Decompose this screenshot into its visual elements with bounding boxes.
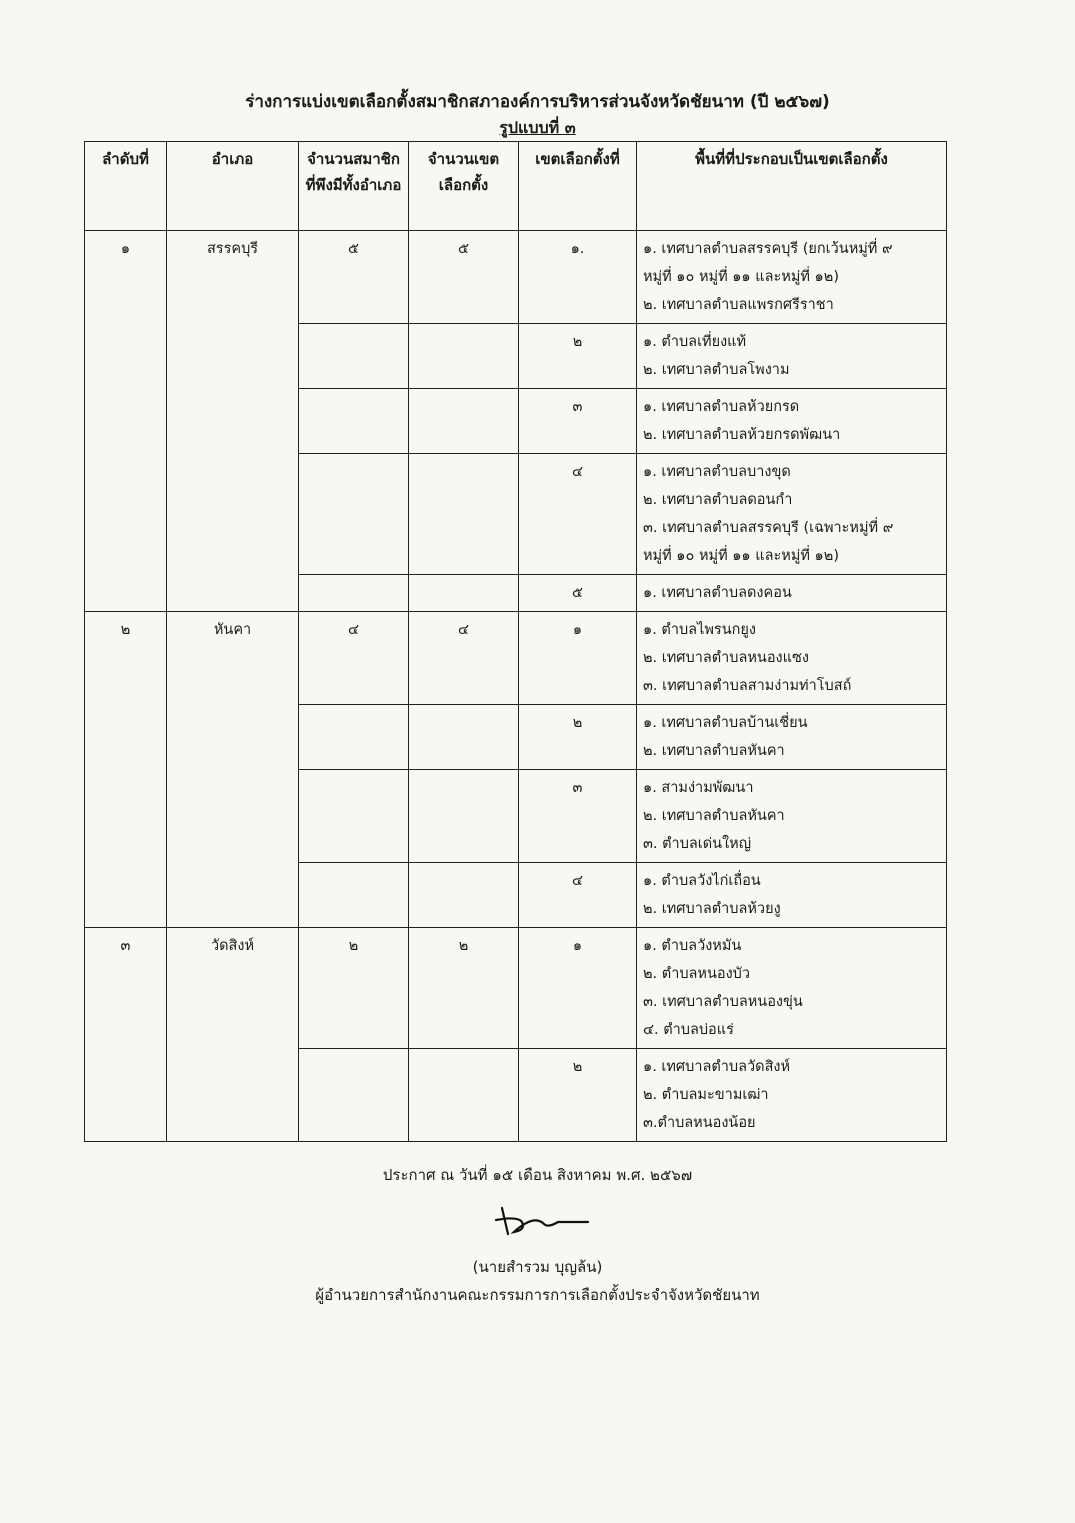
area-line: หมู่ที่ ๑๐ หมู่ที่ ๑๑ และหมู่ที่ ๑๒) <box>643 269 839 285</box>
table-row <box>85 231 947 324</box>
members-cell-empty <box>299 389 409 454</box>
members-cell-empty <box>299 705 409 770</box>
zone-number-cell: ๑. <box>519 231 637 324</box>
table-header-row <box>85 142 947 231</box>
area-line: ๑. เทศบาลตำบลบ้านเชี่ยน <box>643 715 808 731</box>
order-cell: ๑ <box>85 231 167 612</box>
zones-count-cell: ๒ <box>409 928 519 1049</box>
zone-number-cell: ๑ <box>519 612 637 705</box>
zone-area-cell <box>637 612 947 705</box>
area-line: ๒. เทศบาลตำบลดอนกำ <box>643 492 793 508</box>
zone-area-cell <box>637 1049 947 1142</box>
header-area: พื้นที่ที่ประกอบเป็นเขตเลือกตั้ง <box>637 142 947 231</box>
members-cell: ๕ <box>299 231 409 324</box>
signature-image <box>488 1198 598 1246</box>
zone-area-cell <box>637 324 947 389</box>
zone-area-cell <box>637 389 947 454</box>
area-line: ๒. เทศบาลตำบลแพรกศรีราชา <box>643 297 834 313</box>
zones-count-cell-empty <box>409 324 519 389</box>
area-line: ๒. ตำบลหนองบัว <box>643 966 751 982</box>
table-row <box>85 928 947 1049</box>
area-line: ๑. เทศบาลตำบลบางขุด <box>643 464 791 480</box>
signer-position: ผู้อำนวยการสำนักงานคณะกรรมการการเลือกตั้งประจำจังหวัดชัยนาท <box>315 1286 760 1304</box>
members-cell-empty <box>299 1049 409 1142</box>
members-cell-empty <box>299 575 409 612</box>
zones-count-cell-empty <box>409 705 519 770</box>
members-cell-empty <box>299 324 409 389</box>
order-cell: ๒ <box>85 612 167 928</box>
zone-number-cell: ๒ <box>519 1049 637 1142</box>
zone-number-cell: ๓ <box>519 389 637 454</box>
zones-count-cell: ๔ <box>409 612 519 705</box>
header-zones-count: จำนวนเขตเลือกตั้ง <box>409 142 519 231</box>
announcement: ประกาศ ณ วันที่ ๑๕ เดือน สิงหาคม พ.ศ. ๒๕๖๗ <box>382 1166 693 1184</box>
area-line: ๑. ตำบลวังไก่เถื่อน <box>643 873 761 889</box>
area-line: ๑. ตำบลเที่ยงแท้ <box>643 334 747 350</box>
district-cell: วัดสิงห์ <box>167 928 299 1142</box>
table-row <box>85 612 947 705</box>
members-cell: ๒ <box>299 928 409 1049</box>
zones-count-cell-empty <box>409 389 519 454</box>
area-line: ๑. เทศบาลตำบลดงคอน <box>643 585 792 601</box>
area-line: ๒. เทศบาลตำบลหันคา <box>643 743 785 759</box>
document-subtitle: รูปแบบที่ ๓ <box>499 118 576 137</box>
zone-number-cell: ๕ <box>519 575 637 612</box>
zones-count-cell-empty <box>409 863 519 928</box>
members-cell: ๔ <box>299 612 409 705</box>
area-line: ๒. เทศบาลตำบลห้วยกรดพัฒนา <box>643 427 841 443</box>
zone-number-cell: ๓ <box>519 770 637 863</box>
members-cell-empty <box>299 454 409 575</box>
district-cell: สรรคบุรี <box>167 231 299 612</box>
district-cell: หันคา <box>167 612 299 928</box>
header-members: จำนวนสมาชิกที่พึงมีทั้งอำเภอ <box>299 142 409 231</box>
members-cell-empty <box>299 770 409 863</box>
zone-number-cell: ๒ <box>519 324 637 389</box>
area-line: ๑. สามง่ามพัฒนา <box>643 780 754 796</box>
area-line: ๒. เทศบาลตำบลห้วยงู <box>643 901 781 917</box>
area-line: หมู่ที่ ๑๐ หมู่ที่ ๑๑ และหมู่ที่ ๑๒) <box>643 548 839 564</box>
area-line: ๓. เทศบาลตำบลสามง่ามท่าโบสถ์ <box>643 678 852 694</box>
area-line: ๓.ตำบลหนองน้อย <box>643 1115 756 1131</box>
signer-name: (นายสำรวม บุญล้น) <box>472 1258 603 1276</box>
order-cell: ๓ <box>85 928 167 1142</box>
area-line: ๒. เทศบาลตำบลโพงาม <box>643 362 790 378</box>
members-cell-empty <box>299 863 409 928</box>
zones-count-cell: ๕ <box>409 231 519 324</box>
zone-area-cell <box>637 863 947 928</box>
zone-number-cell: ๒ <box>519 705 637 770</box>
area-line: ๑. เทศบาลตำบลวัดสิงห์ <box>643 1059 791 1075</box>
zone-area-cell <box>637 231 947 324</box>
header-order: ลำดับที่ <box>85 142 167 231</box>
zones-count-cell-empty <box>409 454 519 575</box>
area-line: ๓. เทศบาลตำบลหนองขุ่น <box>643 994 803 1010</box>
area-line: ๑. ตำบลวังหมัน <box>643 938 742 954</box>
zones-count-cell-empty <box>409 1049 519 1142</box>
area-line: ๑. เทศบาลตำบลห้วยกรด <box>643 399 800 415</box>
area-line: ๑. เทศบาลตำบลสรรคบุรี (ยกเว้นหมู่ที่ ๙ <box>643 241 893 257</box>
zone-area-cell <box>637 705 947 770</box>
zone-area-cell <box>637 454 947 575</box>
header-zone: เขตเลือกตั้งที่ <box>519 142 637 231</box>
table-body <box>85 231 947 1142</box>
zone-area-cell <box>637 928 947 1049</box>
zone-number-cell: ๔ <box>519 454 637 575</box>
area-line: ๑. ตำบลไพรนกยูง <box>643 622 756 638</box>
area-line: ๔. ตำบลบ่อแร่ <box>643 1022 734 1038</box>
header-district: อำเภอ <box>167 142 299 231</box>
area-line: ๒. เทศบาลตำบลหันคา <box>643 808 785 824</box>
area-line: ๓. เทศบาลตำบลสรรคบุรี (เฉพาะหมู่ที่ ๙ <box>643 520 894 536</box>
zone-number-cell: ๔ <box>519 863 637 928</box>
document-title: ร่างการแบ่งเขตเลือกตั้งสมาชิกสภาองค์การบริหารส่วนจังหวัดชัยนาท (ปี ๒๕๖๗) <box>245 92 830 112</box>
area-line: ๒. เทศบาลตำบลหนองแซง <box>643 650 809 666</box>
zones-count-cell-empty <box>409 575 519 612</box>
area-line: ๒. ตำบลมะขามเฒ่า <box>643 1087 769 1103</box>
area-line: ๓. ตำบลเด่นใหญ่ <box>643 836 752 852</box>
zones-count-cell-empty <box>409 770 519 863</box>
zone-area-cell <box>637 770 947 863</box>
districts-table <box>84 141 947 1142</box>
zone-area-cell <box>637 575 947 612</box>
zone-number-cell: ๑ <box>519 928 637 1049</box>
